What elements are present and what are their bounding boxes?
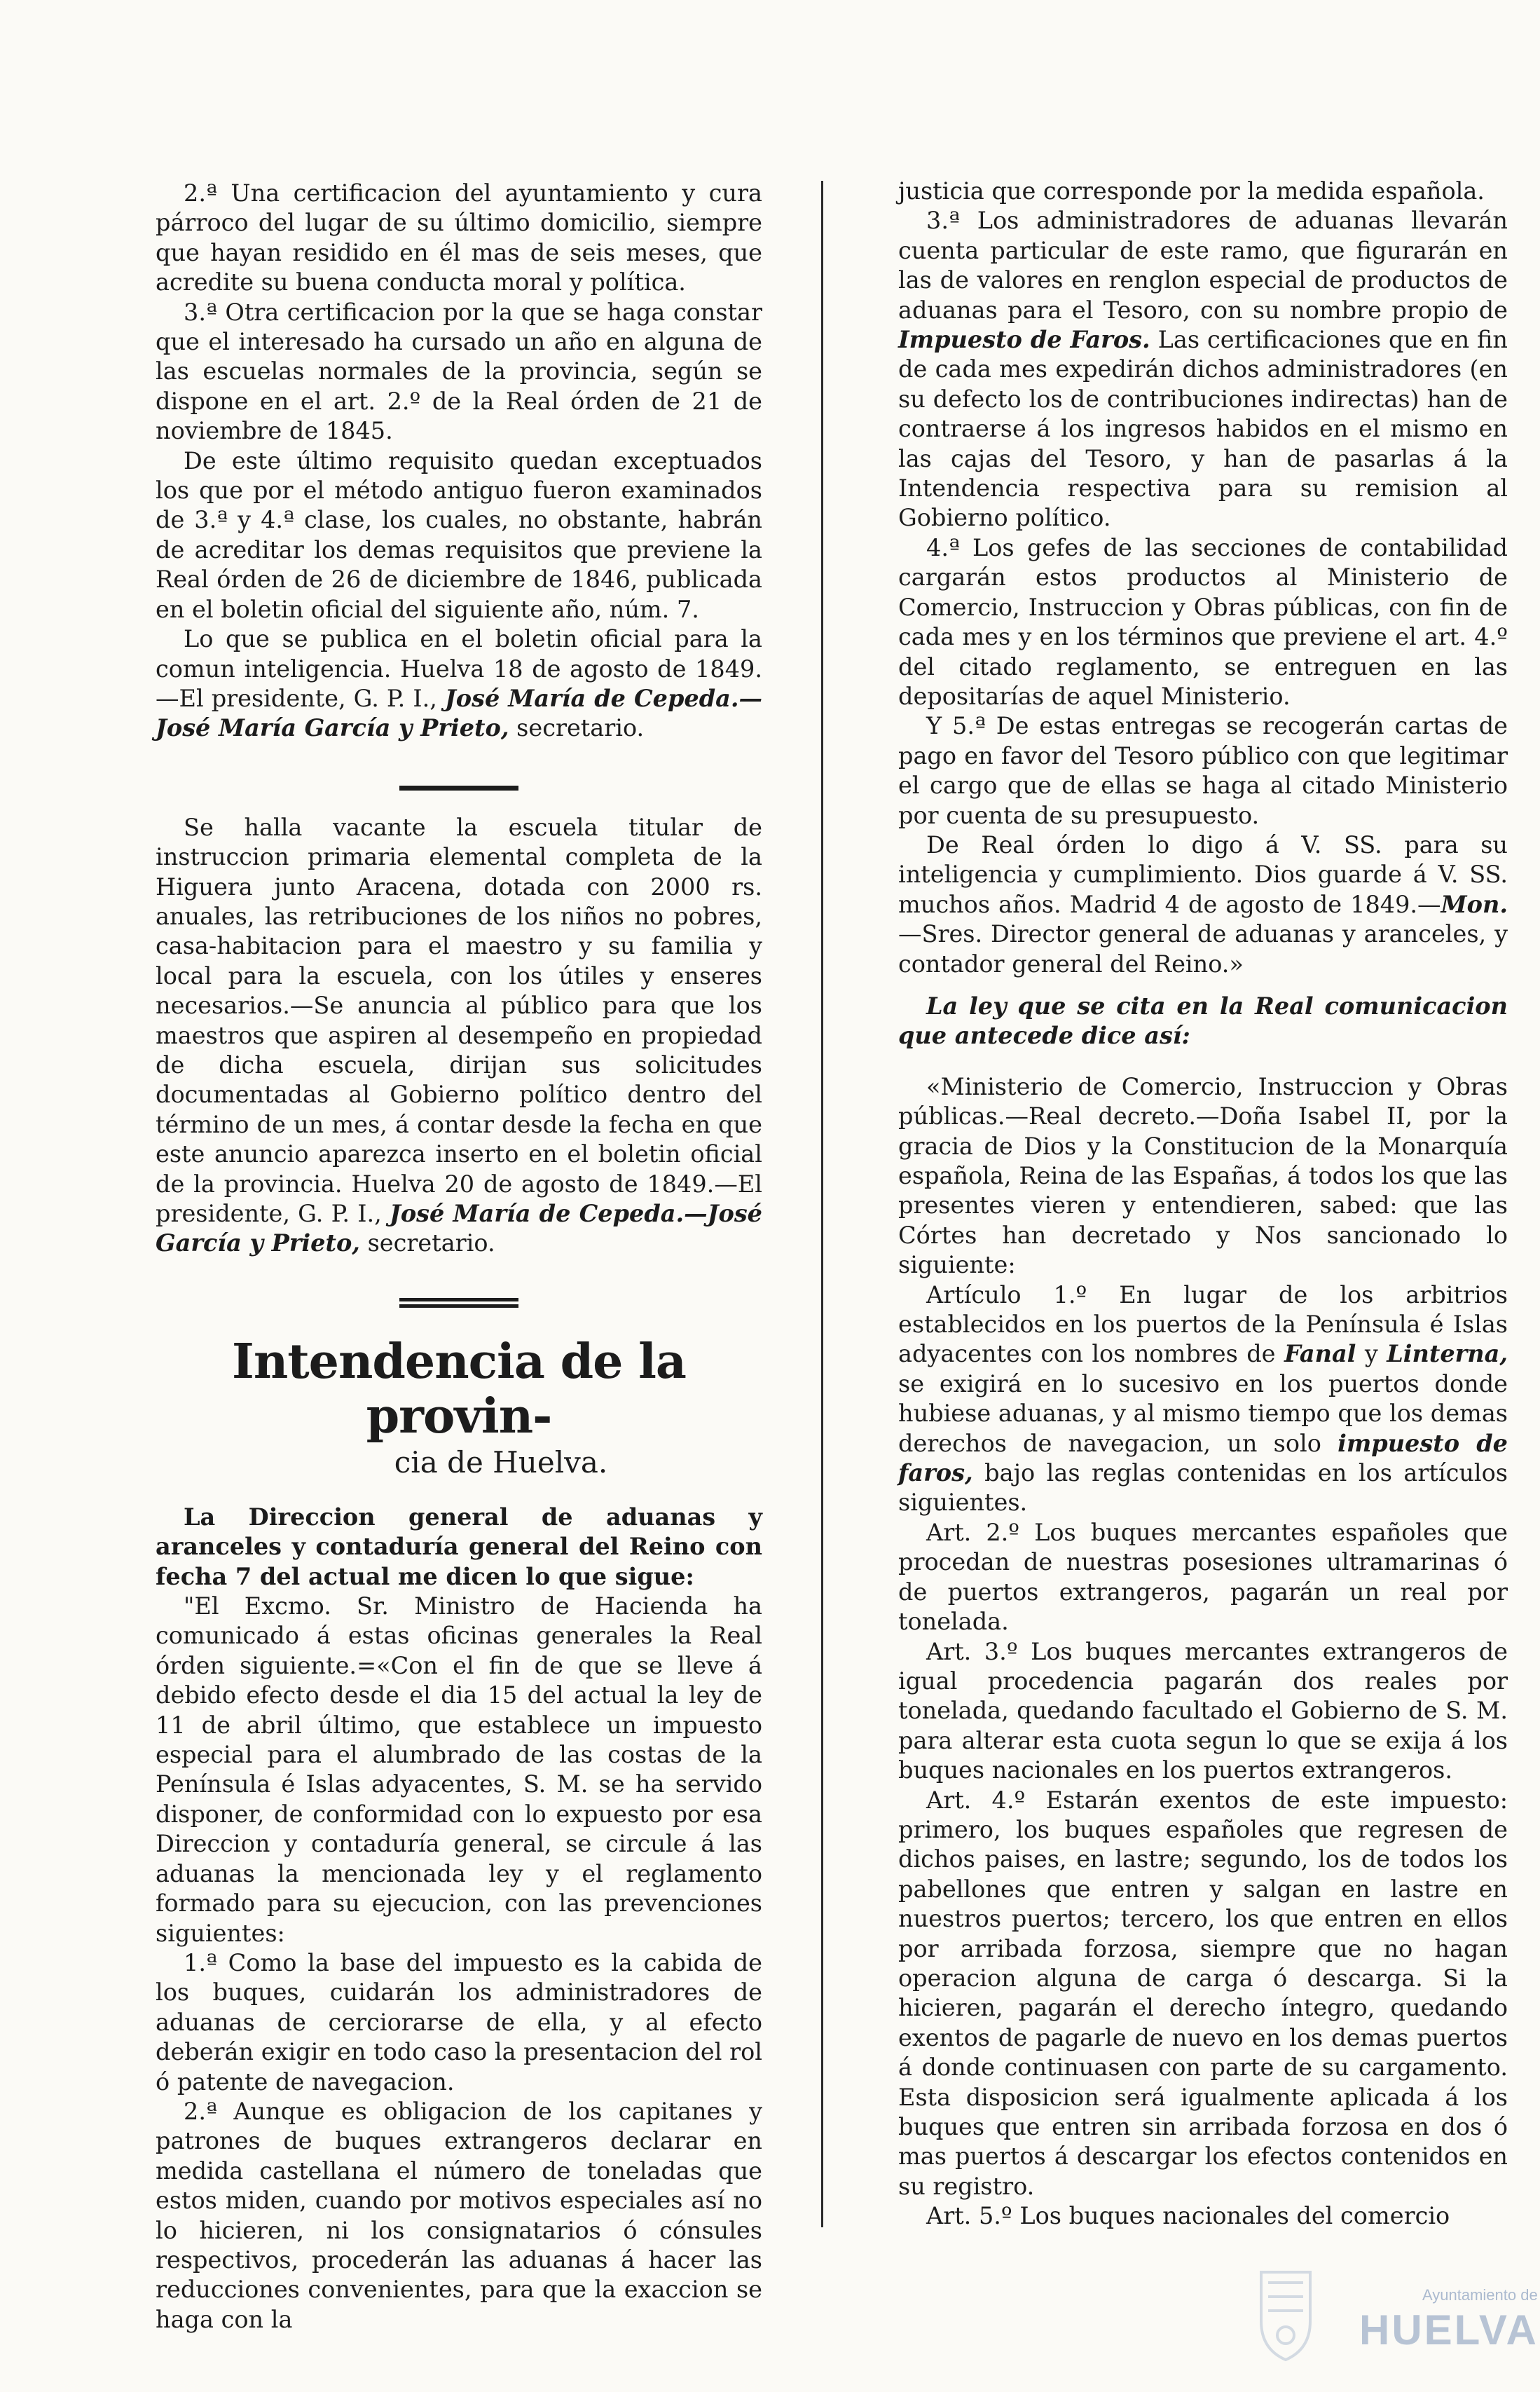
signatory-names: José María de Cepeda.—José García y Prieto, xyxy=(156,1200,762,1257)
section-heading: Intendencia de la provin- xyxy=(232,1333,686,1444)
paragraph: La Direccion general de aduanas y aranceles y contaduría general del Reino con fecha 7 del actual me dicen lo que sigue: xyxy=(156,1503,762,1590)
paragraph-text: Artículo 1.º En lugar de los arbitrios establecidos en los puertos de la Península é Islas adyacentes con los nombres de xyxy=(898,1280,1508,1368)
paragraph xyxy=(156,624,762,744)
paragraph: «Ministerio de Comercio, Instruccion y Obras públicas.—Real decreto.—Doña Isabel II, por la gracia de Dios y la Constitucion de la Monarquía española, Reina de las Españas, á todos los que las presentes vieren y entendieren, sabed: que las Córtes han decretado y Nos sancionado lo siguiente: xyxy=(898,1072,1508,1279)
paragraph: 2.ª Una certificacion del ayuntamiento y cura párroco del lugar de su último domicilio, siempre que hayan residido en él mas de seis meses, que acredite su buena conducta moral y política. xyxy=(156,179,762,296)
left-column xyxy=(156,179,762,2335)
section-heading-continued: cia de Huelva. xyxy=(394,1444,608,1479)
emphasis-text: Linterna, xyxy=(1387,1340,1508,1368)
paragraph: 4.ª Los gefes de las secciones de contabilidad cargarán estos productos al Ministerio de Comercio, Instruccion y Obras públicas, con fin de cada mes y en los términos que previene el art. 4.º del citado reglamento, se entreguen en las depositarías de aquel Ministerio. xyxy=(898,533,1508,710)
paragraph-text: —Sres. Director general de aduanas y aranceles, y contador general del Reino.» xyxy=(898,920,1508,978)
paragraph: Art. 5.º Los buques nacionales del comercio xyxy=(926,2202,1450,2230)
paragraph: 1.ª Como la base del impuesto es la cabida de los buques, cuidarán los administradores de aduanas de cerciorarse de ella, y al efecto deberán exigir en todo caso la presentacion del rol ó patente de navegacion. xyxy=(156,1948,762,2096)
signatory-role: secretario. xyxy=(516,714,645,742)
paragraph xyxy=(898,1280,1508,1518)
paragraph: Art. 3.º Los buques mercantes extrangeros de igual procedencia pagarán dos reales por tonelada, quedando facultado el Gobierno de S. M. para alterar esta cuota segun lo que se exija á los buques nacionales en los puertos extrangeros. xyxy=(898,1637,1508,1784)
paragraph-text: bajo las reglas contenidas en los artículos siguientes. xyxy=(898,1459,1508,1517)
paragraph: 2.ª Aunque es obligacion de los capitanes y patrones de buques extrangeros declarar en medida castellana el número de toneladas que estos miden, cuando por motivos especiales así no lo hicieren, ni los consignatarios ó cónsules respectivos, procederán las aduanas á hacer las reducciones convenientes, para que la exaccion se haga con la xyxy=(156,2097,762,2333)
column-divider xyxy=(821,181,823,2227)
paragraph-text: se exigirá en lo sucesivo en los puertos donde hubiese aduanas, y al mismo tiempo que los demas derechos de navegacion, un solo xyxy=(898,1369,1508,1457)
paragraph-text: Se halla vacante la escuela titular de instruccion primaria elemental completa de la Higuera junto Aracena, dotada con 2000 rs. anuales, las retribuciones de los niños no pobres, casa-habitacion para el maestro y su familia y local para la escuela, con los útiles y enseres necesarios.—Se anuncia al público para que los maestros que aspiren al desempeño en propiedad de dicha escuela, dirijan sus solicitudes documentadas al Gobierno político dentro del término de un mes, á contar desde la fecha en que este anuncio aparezca inserto en el boletin oficial de la provincia. Huelva 20 de agosto de 1849.—El presidente, G. P. I., xyxy=(156,813,762,1227)
signatory-names: José María de Cepeda.—José María García y Prieto, xyxy=(156,684,762,742)
paragraph-text: 3.ª Los administradores de aduanas llevarán cuenta particular de este ramo, que figurarán en las de valores en renglon especial de productos de aduanas para el Tesoro, con su nombre propio de xyxy=(898,207,1508,324)
paragraph-text: y xyxy=(1364,1340,1378,1368)
paragraph: Art. 4.º Estarán exentos de este impuesto: primero, los buques españoles que regresen de dichos paises, en lastre; segundo, los de todos los pabellones que entren y salgan en lastre en nuestros puertos; tercero, los que entren en ellos por arribada forzosa, siempre que no hagan operacion alguna de carga ó descarga. Si la hicieren, pagarán el derecho íntegro, quedando exentos de pagarle de nuevo en los demas puertos á donde continuasen con parte de su cargamento. Esta disposicion será igualmente aplicada á los buques que entren sin arribada forzosa en dos ó mas puertos á descargar los efectos contenidos en su registro. xyxy=(898,1786,1508,2200)
paragraph: Y 5.ª De estas entregas se recogerán cartas de pago en favor del Tesoro público con que legitimar el cargo que de ellas se haga al citado Ministerio por cuenta de su presupuesto. xyxy=(898,712,1508,829)
right-column xyxy=(898,177,1508,2232)
paragraph xyxy=(156,813,762,1259)
paragraph: justicia que corresponde por la medida española. xyxy=(898,177,1485,205)
paragraph xyxy=(898,831,1508,979)
paragraph-text: Lo que se publica en el boletin oficial para la comun inteligencia. Huelva 18 de agosto de 1849.—El presidente, G. P. I., xyxy=(156,625,762,712)
signatory-role: secretario. xyxy=(367,1229,495,1257)
emphasis-text: Fanal xyxy=(1284,1340,1356,1368)
paragraph: Art. 2.º Los buques mercantes españoles que procedan de nuestras posesiones ultramarinas ó de puertos extrangeros, pagarán un real por tonelada. xyxy=(898,1518,1508,1636)
paragraph: "El Excmo. Sr. Ministro de Hacienda ha comunicado á estas oficinas generales la Real órden siguiente.=«Con el fin de que se lleve á debido efecto desde el dia 15 del actual la ley de 11 de abril último, que establece un impuesto especial para el alumbrado de las costas de la Península é Islas adyacentes, S. M. se ha servido disponer, de conformidad con lo expuesto por esa Direccion y contaduría general, se circule á las aduanas la mencionada ley y el reglamento formado para su ejecucion, con las prevenciones siguientes: xyxy=(156,1592,762,1947)
paragraph-text: Las certificaciones que en fin de cada mes expedirán dichos administradores (en su defecto los de contribuciones indirectas) han de contraerse á los ingresos habidos en el mismo en las cajas del Tesoro, y han de pasarlas á la Intendencia respectiva para su remision al Gobierno político. xyxy=(898,326,1508,532)
emphasis-text: Impuesto de Faros. xyxy=(898,326,1150,354)
watermark-caption: Ayuntamiento de xyxy=(1422,2286,1538,2304)
signatory-name: Mon. xyxy=(1441,890,1508,918)
double-separator xyxy=(399,1298,518,1308)
paragraph: 3.ª Otra certificacion por la que se haga constar que el interesado ha cursado un año en alguna de las escuelas normales de la provincia, según se dispone en el art. 2.º de la Real órden de 21 de noviembre de 1845. xyxy=(156,298,762,445)
watermark-title: HUELVA xyxy=(1359,2306,1539,2353)
paragraph xyxy=(898,206,1508,533)
separator-rule xyxy=(399,786,518,791)
paragraph-text: De Real órden lo digo á V. SS. para su inteligencia y cumplimiento. Dios guarde á V. SS. muchos años. Madrid 4 de agosto de 1849.— xyxy=(898,831,1508,918)
paragraph: De este último requisito quedan exceptuados los que por el método antiguo fueron examinados de 3.ª y 4.ª clase, los cuales, no obstante, habrán de acreditar los demas requisitos que previene la Real órden de 26 de diciembre de 1846, publicada en el boletin oficial del siguiente año, núm. 7. xyxy=(156,446,762,623)
paragraph: La ley que se cita en la Real comunicacion que antecede dice así: xyxy=(898,992,1508,1050)
emphasis-text: impuesto de faros, xyxy=(898,1429,1508,1487)
